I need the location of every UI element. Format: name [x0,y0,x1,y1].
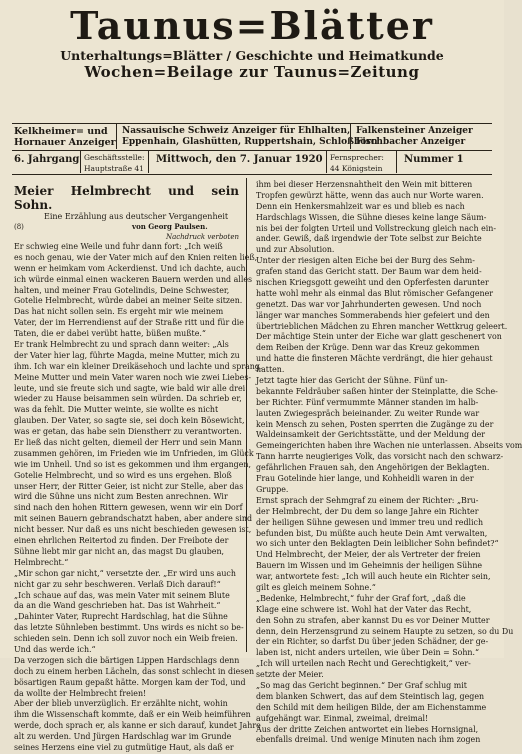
masthead-supplement: Wochen=Beilage zur Taunus=Zeitung [84,63,420,81]
text-line: ich würde einmal einen wackeren Bauern werden und alles [14,274,253,284]
text-line: Tann harrte neugieriges Volk, das vorsicht nach den schwarz- [256,452,504,462]
edition-nassau: Nassauische Schweiz Eppenhain, Glashütten, Ruppertshain, Schloßborn [122,126,378,147]
article-subheadline: Eine Erzählung aus deutscher Vergangenheit [44,212,229,221]
text-line: bösartigen Raum gepaßt hätte. Morgen kam der Tod, und [14,677,246,687]
divider [396,151,397,173]
text-line: alt zu werden. Und Jürgen Hardschlag war im Grunde [14,732,232,742]
text-line: den Sohn zu strafen, aber kannst Du es vor Deiner Mutter [256,615,490,625]
text-line: „Ich will urteilen nach Recht und Gerechtigkeit,“ ver- [256,659,471,669]
text-line: Unter der riesigen alten Eiche bei der Burg des Sehm- [256,256,475,266]
masthead [12,4,492,81]
text-line: Er ließ das nicht gelten, diemeil der Herr und sein Mann [14,438,242,448]
text-line: bekannte Feldräuber saßen hinter der Steinplatte, die Sche- [256,386,498,396]
text-line: nicht gar zu sehr beschweren. Verlaß Dich darauf!“ [14,579,221,589]
text-line: doch zu einem herben Lächeln, das sonst schlecht in diesen [14,666,255,676]
text-line: hatte wohl mehr als einmal das Blut römischer Gefangener [256,288,494,298]
text-line: übertrieblichen Mädchen zu Ehren mancher Wettkrug geleert. [256,321,508,331]
article-column-left [14,184,263,754]
text-line: ber Richter. Fünf vermummte Männer standen im halb- [256,397,479,407]
text-line: den Schild mit dem heiligen Bilde, der am Eichenstamme [256,702,487,712]
divider [148,151,149,173]
text-line: Frau Gotelinde hier lange, und Kohheidli waren in der [256,474,474,484]
text-line: Das hat nicht sollen sein. Es ergeht mir wie meinem [14,307,224,317]
text-line: der Vater hier lag, führte Magda, meine Mutter, mich zu [14,350,240,360]
text-line: „Ich schaue auf das, was mein Vater mit seinem Blute [14,590,230,600]
article-body-right [256,180,522,746]
text-line: Ernst sprach der Sehmgraf zu einem der Richter: „Bru- [256,495,479,505]
text-line: da wollte der Helmbrecht freien! [14,688,147,698]
divider [80,151,81,173]
text-line: wie im Unheil. Und so ist es gekommen und ihm ergangen, [14,459,251,469]
text-line: schieden sein. Denn ich soll zuvor noch ein Weib freien. [14,634,238,644]
text-line: hatten. [256,365,285,375]
text-line: „So mag das Gericht beginnen.“ Der Graf schlug mit [256,680,467,690]
text-line: was da fehlt. Die Mutter weinte, sie wollte es nicht [14,405,219,415]
phone-number: Fernsprecher: 44 Königstein [330,153,384,173]
text-line: laben ist, nicht anders urteilen, wie über Dein = Sohn.“ [256,648,480,658]
text-line: werde, doch sprach er, als kanne er sich darauf, kundet Jahre [14,721,261,731]
divider [326,151,327,173]
text-line: denn, dein Herzensgrund zu seinem Haupte zu setzen, so du Du [256,626,514,636]
text-line: Denn ein Henkersmahlzeit war es und blieb es nach [256,201,465,211]
text-line: was er getan, das habe sein Dienstherr zu verantworten. [14,427,242,437]
text-line: war, antwortete fest: „Ich will auch heute ein Richter sein, [256,572,491,582]
text-line: kein Mensch zu sehen, Posten sperrten die Zugänge zu der [256,419,494,429]
text-line: halten, und meiner Frau Gotelindis, Deine Schwester, [14,285,230,295]
volume-year: 6. Jahrgang [14,154,80,165]
text-line: nis bei der folgten Urteil und Vollstreckung gleich nach ein- [256,223,497,233]
article-author: von Georg Paulsen. [132,222,208,231]
text-line: sind nach den hohen Rittern gewesen, wenn wir ein Dorf [14,503,243,513]
divider [12,150,492,151]
text-line: gefährlichen Frauen sah, den Angehörigen der Beklagten. [256,463,490,473]
text-line: „Bedenke, Helmbrecht,“ fuhr der Graf fort, „daß die [256,593,466,603]
text-line: Sühne liebt mir gar nicht an, das magst Du glauben, [14,546,225,556]
text-line: Helmbrecht.“ [14,557,69,567]
text-line: es noch genau, wie der Vater mich auf den Knien reiten ließ, [14,252,258,262]
text-line: Er schwieg eine Weile und fuhr dann fort: „Ich weiß [14,242,223,251]
text-line: Der mächtige Stein unter der Eiche war glatt geschenert von [256,332,502,342]
text-line: ihm bei dieser Herzensnahtheit den Wein mit bitteren [256,180,473,189]
edition-kelkheim: Kelkheimer= und Hornauer Anzeiger [14,126,116,148]
text-line: länger war manches Sommerabends hier gefeiert und den [256,310,490,320]
text-line: Meine Mutter und mein Vater waren noch wie zwei Liebes- [14,372,252,382]
text-line: lauten Zwiegespräch beieinander. Zu weiter Runde war [256,408,480,418]
text-line: „Mir schon gar nicht,“ versetzte der. „Er wird uns auch [14,568,236,578]
text-line: Gruppe. [256,484,289,494]
divider [350,124,351,149]
column-divider [246,178,247,652]
text-line: der Helmbrecht, der Du dem so lange Jahre ein Richter [256,506,479,516]
article-headline: Meier Helmbrecht und sein Sohn. [14,184,239,212]
text-line: dem Reiben der Krüge. Denn war das Kreuz gekommen [256,343,480,353]
text-line: ihm die Wissenschaft kommte, daß er ein Weib heimführen [14,710,251,720]
edition-ehlhalten: Anzeiger für Ehlhalten, [232,126,351,136]
text-line: ihm. Ich war ein kleiner Dreikäsehoch und lachte und sprang. [14,361,263,371]
text-line: Und Helmbrecht, der Meier, der als Vertreter der freien [256,550,481,560]
text-line: ander. Gewiß, daß irgendwie der Tote selbst zur Beichte [256,234,482,244]
text-line: mit seinen Bauern gebrandschatzt haben, aber andere sind [14,514,253,524]
text-line: Da verzogen sich die bärtigen Lippen Hardschlags denn [14,655,240,665]
text-line: das letzte Sühnleben bestimmt. Uns wirds es nicht so be- [14,623,244,633]
text-line: wenn er heimkam vom Ackerdienst. Und ich dachte, auch [14,263,246,273]
divider [116,124,117,149]
article-body-left [14,242,263,754]
issue-number: Nummer 1 [404,154,464,165]
text-line: Klage eine schwere ist. Wohl hat der Vater das Recht, [256,604,472,614]
office-address: Geschäftsstelle: Hauptstraße 41 [84,153,145,173]
text-line: grafen stand das Gericht statt. Der Baum war dem heid- [256,267,482,277]
text-line: der ein Richter, so darfst Du über jeden Schädner, der ge- [256,637,489,647]
text-line: gilt es gleich meinem Sohne.“ [256,582,376,592]
reprint-note: Nachdruck verboten [165,233,239,241]
text-line: befunden bist, Du müßte auch heute Dein Amt verwalten, [256,528,488,538]
divider [12,123,492,124]
text-line: Taten, die er dabei verübt hatte, büßen mußte.“ [14,329,206,339]
text-line: dem blanken Schwert, das auf dem Steintisch lag, gegen [256,691,485,701]
article-column-right [256,180,522,746]
text-line: Aus der dritte Zeichen antwortet ein liebes Hornsignal, [256,724,479,734]
text-line: Er trank Helmbrecht zu und sprach dann weiter: „Als [14,340,229,350]
text-line: unser Herr, der Ritter Geier, ist nicht zur Stelle, aber das [14,481,244,491]
text-line: zusammen gehören, im Frieden wie im Unfrieden, im Glück [14,448,254,458]
text-line: genetzt. Das war vor Jahrhunderten gewesen. Und noch [256,299,482,309]
text-line: Waldeinsamkeit der Gerichtsstätte, und der Meldung der [256,430,486,440]
text-line: nicht besser. Nur daß es uns nicht beschieden gewesen ist, [14,525,252,535]
text-line: aufgehängt war. Einmal, zweimal, dreimal! [256,713,429,723]
text-line: wird die Sühne uns nicht zum Besten anrechnen. Wir [14,492,228,502]
text-line: wieder zu Hause beisammen sein würden. Da schrieb er, [14,394,242,404]
text-line: Hardschlags Wissen, die Sühne dieses keine lange Säum- [256,212,487,222]
masthead-subtitle: Unterhaltungs=Blätter / Geschichte und Heimatkunde [60,48,444,63]
text-line: und zur Absolution. [256,245,335,255]
text-line: setzte der Meier. [256,670,324,680]
text-line: Gotelie Helmbrecht, würde dabei an meiner Seite sitzen. [14,296,243,306]
text-line: Jetzt tagte hier das Gericht der Sühne. Fünf un- [256,376,448,386]
text-line: nischen Kriegsgott geweiht und den Opferfesten darunter [256,278,489,288]
text-line: Tropfen gewürzt hätte, wenn das auch nur Worte waren. [256,190,484,200]
text-line: Bauern im Wissen und im Geheimnis der heiligen Sühne [256,561,483,571]
text-line: seines Herzens eine viel zu gutmütige Haut, als daß er [14,742,234,752]
text-line: leute, und sie freute sich und sagte, wie bald wir alle drei [14,383,246,393]
text-line: einen ehrlichen Reitertod zu finden. Der Freibote der [14,536,229,546]
text-line: wo sich unter den Beklagten Dein leiblicher Sohn befindet?“ [256,539,499,549]
text-line: glauben. Der Vater, so sagte sie, sei doch kein Bösewicht, [14,416,245,426]
text-line: der heiligen Sühne gewesen und immer treu und redlich [256,517,484,527]
text-line: und hatte die finsteren Mächte verdrängt, die hier gehaust [256,354,493,364]
text-line: Und das werde ich.“ [14,644,96,654]
divider [12,174,492,175]
masthead-title: Taunus=Blätter [70,3,434,48]
issue-date: Mittwoch, den 7. Januar 1920 [156,154,323,165]
installment-number: (8) [14,223,24,231]
edition-falkenstein: Falkensteiner Anzeiger Fischbacher Anzeiger [356,126,473,147]
text-line: Aber der blieb unverzüglich. Er erzählte nicht, wohin [14,699,228,709]
text-line: Gemeingerichten haben ihre Wachen nie unterlassen. Abseits vom [256,441,522,451]
text-line: Vater, der im Herrendienst auf der Straße ritt und für die [14,318,244,328]
text-line: ebenfalls dreimal. Und wenige Minuten nach ihm zogen [256,735,481,745]
text-line: da an die Wand geschrieben hat. Das ist Wahrheit.“ [14,601,221,611]
text-line: „Dahinter Vater, Ruprecht Hardschlag, hat die Sühne [14,612,228,622]
text-line: Gotelie Helmbrecht, und so wird es uns ergehen. Bloß [14,470,232,480]
